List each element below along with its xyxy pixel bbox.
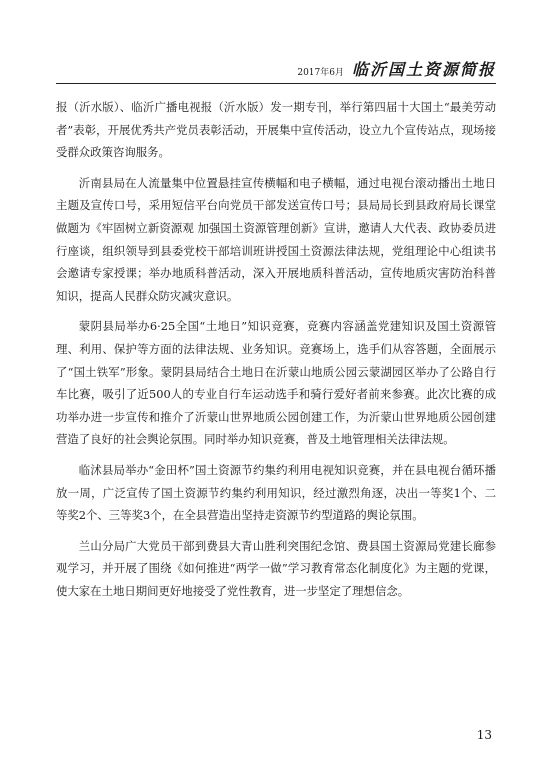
paragraph-lanshan: 兰山分局广大党员干部到费县大青山胜利突围纪念馆、费县国土资源局党建长廊参观学习，并开展了围绕《如何推进“两学一做”学习教育常态化制度化》为主题的党课，使大家在土地日期间更好地接受了党性教育，进一步坚定了理想信念。 xyxy=(56,538,496,598)
header-date: 2017年6月 xyxy=(297,68,344,78)
page-header xyxy=(56,58,496,84)
paragraph-mengyin: 蒙阴县局举办6·25全国“土地日”知识竞赛，竞赛内容涵盖党建知识及国土资源管理、利用、保护等方面的法律法规、业务知识。竞赛场上，选手们从容答题，全面展示了“国土铁军”形象。蒙阴县局结合土地日在沂蒙山地质公园云蒙湖园区举办了公路自行车比赛，吸引了近500人的专业自行车运动选手和骑行爱好者前来参赛。此次比赛的成功举办进一步宣传和推介了沂蒙山世界地质公园创建工作，为沂蒙山世界地质公园创建营造了良好的社会舆论氛围。同时举办知识竞赛，普及土地管理相关法律法规。 xyxy=(56,319,496,447)
article-body xyxy=(56,96,496,610)
paragraph-yinan: 沂南县局在人流量集中位置悬挂宣传横幅和电子横幅，通过电视台滚动播出土地日主题及宣传口号，采用短信平台向党员干部发送宣传口号；县局局长到县政府局长课堂做题为《牢固树立新资源观 加强国土资源管理创新》宣讲，邀请人大代表、政协委员进行座谈，组织领导到县委党校干部培训班讲授国土资源法律法规，党组理论中心组读书会邀请专家授课；举办地质科普活动，深入开展地质科普活动，宣传地质灾害防治科普知识，提高人民群众防灾减灾意识。 xyxy=(56,175,496,303)
paragraph-linshu: 临沭县局举办“金田杯”国土资源节约集约利用电视知识竞赛，并在县电视台循环播放一周，广泛宣传了国土资源节约集约利用知识，经过激烈角逐，决出一等奖1个、二等奖2个、三等奖3个，在全县营造出坚持走资源节约型道路的舆论氛围。 xyxy=(56,462,496,523)
publication-title: 临沂国土资源简报 xyxy=(351,60,496,79)
paragraph-continuation: 报（沂水版）、临沂广播电视报（沂水版）发一期专刊，举行第四届十大国土“最美劳动者”表彰，开展优秀共产党员表彰活动，开展集中宣传活动，设立九个宣传站点，现场接受群众政策咨询服务。 xyxy=(56,100,496,160)
page-number: 13 xyxy=(476,728,492,742)
